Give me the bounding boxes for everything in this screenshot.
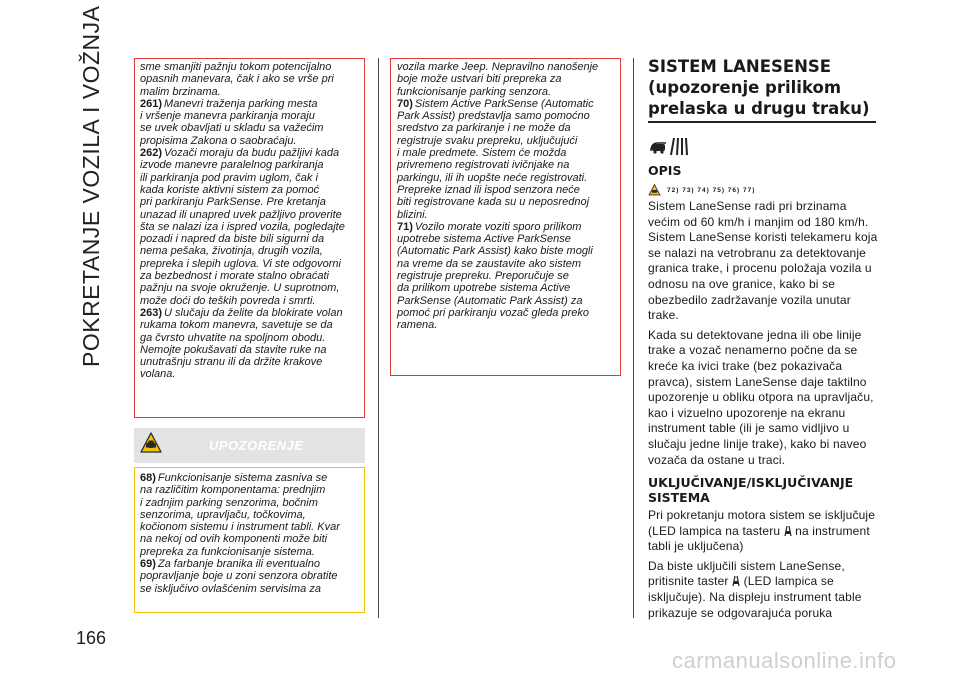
note-line: registruje prepreku. Preporučuje se — [397, 270, 569, 283]
note-line: pomoć pri parkiranju vozač gleda preko — [397, 306, 589, 319]
note-line: kada koriste aktivni sistem za pomoć — [140, 183, 320, 196]
note-line: funkcionisanje parking senzora. — [397, 85, 552, 98]
note-line: i vršenje manevra parkiranja moraju — [140, 110, 315, 123]
toggle-text-2b: (LED lampica se isključuje). Na displeju instrument table prikazuje se odgovarajuća poruka — [648, 574, 862, 620]
note-line: izvode manevre paralelnog parkiranja — [140, 159, 324, 172]
notes-list — [397, 61, 616, 332]
note-number: 68) — [140, 472, 156, 484]
warning-notes-list — [140, 472, 360, 595]
note-line: registruje svaku prepreku, uključujući — [397, 134, 578, 147]
column-divider-2 — [633, 58, 634, 618]
note-number: 69) — [140, 558, 156, 571]
toggle-text-2a: Da biste uključili sistem LaneSense, pritisnite taster — [648, 558, 845, 589]
warning-references: 72) 73) 74) 75) 76) 77) — [667, 186, 756, 194]
notes-box-middle — [390, 58, 621, 376]
chapter-title: POKRETANJE VOZILA I VOŽNJA — [78, 5, 104, 367]
description-paragraphs — [648, 199, 878, 468]
note-line: blizini. — [397, 208, 428, 221]
note-item — [140, 61, 360, 98]
section-heading-line: (upozorenje prilikom — [648, 78, 842, 97]
note-line: biti registrovane kada su u neposrednoj — [397, 196, 590, 209]
note-line: pažnju na svoje okruženje. U suprotnom, — [140, 282, 340, 295]
lanesense-button-icon — [732, 575, 740, 587]
note-item — [397, 221, 616, 332]
note-item — [397, 98, 616, 221]
toggle-paragraph-1 — [648, 508, 878, 555]
note-line: unutrašnju stranu ili da držite krakove — [140, 356, 323, 369]
lanesense-button-icon — [784, 525, 792, 537]
warning-bar — [134, 428, 365, 463]
note-line: ili parkiranja pod pravim uglom, čak i — [140, 171, 318, 184]
note-line: unazad ili unapred uvek pažljivo proverite — [140, 208, 342, 221]
note-line: ga čvrsto uhvatite na spoljnom obodu. — [140, 331, 326, 344]
toggle-heading-line: UKLJUČIVANJE/ISKLJUČIVANJE — [648, 475, 854, 491]
note-line: se isključivo ovlašćenim servisima za — [140, 582, 321, 595]
note-number: 261) — [140, 97, 163, 110]
warning-triangle-icon — [140, 432, 162, 454]
note-line: boje može ustvari biti prepreka za — [397, 73, 562, 86]
note-number: 71) — [397, 220, 413, 233]
note-line: pri parkiranju ParkSense. Pre kretanja — [140, 196, 326, 209]
note-line: Nemojte pokušavati da stavite ruke na — [140, 343, 327, 356]
note-item — [140, 558, 360, 595]
note-line: popravljanje boje u zoni senzora obratite — [140, 570, 338, 583]
toggle-heading-line: SISTEMA — [648, 490, 710, 506]
note-line: volana. — [140, 368, 176, 381]
note-number: 70) — [397, 97, 413, 110]
note-line: za bezbednost i morate stalno obraćati — [140, 270, 329, 283]
note-line: Prepreke iznad ili ispod senzora neće — [397, 183, 580, 196]
note-line: da prilikom upotrebe sistema Active — [397, 282, 571, 295]
note-line: se uvek obavljati u skladu sa važećim — [140, 122, 324, 135]
references-row — [648, 184, 878, 196]
note-number: 262) — [140, 147, 163, 160]
note-line: Vozilo morate voziti sporo prilikom — [414, 220, 582, 233]
note-line: na vreme da se zaustavite ako sistem — [397, 257, 582, 270]
column-divider-1 — [378, 58, 379, 618]
warning-box — [134, 467, 365, 613]
note-line: (Automatic Park Assist) kako biste mogli — [397, 245, 593, 258]
note-line: Funkcionisanje sistema zasniva se — [157, 472, 328, 484]
note-line: i male predmete. Sistem će možda — [397, 147, 567, 160]
note-line: propisima Zakona o saobraćaju. — [140, 134, 297, 147]
note-line: može doći do teških povreda i smrti. — [140, 294, 316, 307]
notes-box-left — [134, 58, 365, 418]
note-line: ramena. — [397, 319, 438, 332]
note-line: sme smanjiti pažnju tokom potencijalno — [140, 61, 332, 73]
description-paragraph: Kada su detektovane jedna ili obe linije trake a vozač nenamerno počne da se kreće ka ivici trake (bez pokazivača pravca), sistem LaneSense daje taktilno upozorenje u obliku otpora na upravljaču, kao i vizuelno upozorenje na ekranu instrument table (ili je samo vidljivo u slučaju jedne linije trake), kako bi naveo vozača da ostane u traci. — [648, 327, 874, 467]
note-line: i zadnjim parking senzorima, bočnim — [140, 496, 318, 509]
note-line: Za farbanje branika ili eventualno — [157, 558, 320, 571]
note-line: sredstvo za parkiranje i ne može da — [397, 122, 571, 135]
note-line: upotrebe sistema Active ParkSense — [397, 233, 571, 246]
note-line: šta se nalazi iza i ispred vozila, pogledajte — [140, 220, 345, 233]
note-line: pozadi i napred da biste bili sigurni da — [140, 233, 325, 246]
note-item — [140, 307, 360, 381]
note-line: na nekoj od ovih komponenti može biti — [140, 533, 328, 546]
section-heading — [648, 56, 878, 119]
note-line: senzorima, upravljaču, točkovima, — [140, 508, 306, 521]
note-line: Sistem Active ParkSense (Automatic — [414, 97, 594, 110]
note-line: Park Assist) predstavlja samo pomoćno — [397, 110, 590, 123]
watermark: carmanualsonline.info — [672, 648, 897, 673]
section-heading-line: SISTEM LANESENSE — [648, 57, 832, 76]
note-item — [140, 472, 360, 558]
notes-list — [140, 61, 360, 381]
note-line: Manevri traženja parking mesta — [164, 97, 318, 110]
warning-triangle-icon — [648, 184, 661, 196]
note-line: prepreka i slepih uglova. Vi ste odgovorni — [140, 257, 341, 270]
lanesense-icon — [648, 135, 692, 157]
note-item — [397, 61, 616, 98]
page-number: 166 — [76, 628, 107, 648]
section-heading-line: prelaska u drugu traku) — [648, 99, 870, 118]
note-line: prepreka za funkcionisanje sistema. — [140, 545, 315, 558]
note-line: parkingu, ili ih uopšte neće registrovati. — [397, 171, 588, 184]
toggle-text-1b: na instrument tabli je uključena) — [648, 523, 870, 554]
note-item — [140, 98, 360, 147]
note-line: na različitim komponentama: prednjim — [140, 484, 326, 497]
toggle-paragraph-2 — [648, 559, 878, 621]
warning-label: UPOZORENJE — [209, 438, 304, 453]
note-line: opasnih manevara, čak i ako se vrše pri — [140, 73, 334, 86]
note-line: malim brzinama. — [140, 85, 221, 98]
note-line: nema pešaka, životinja, drugih vozila, — [140, 245, 323, 258]
note-number: 263) — [140, 306, 163, 319]
description-paragraph: Sistem LaneSense radi pri brzinama većim od 60 km/h i manjim od 180 km/h. Sistem LaneSense koristi telekameru koja se nalazi na vetrobranu za detektovanje granica trake, i procenu položaja vozila u odnosu na ove granice, kako bi se obezbedilo zadržavanje vozila unutar trake. — [648, 199, 878, 323]
note-line: Vozači moraju da budu pažljivi kada — [164, 147, 340, 160]
note-line: vozila marke Jeep. Nepravilno nanošenje — [397, 61, 599, 73]
toggle-text-1a: Pri pokretanju motora sistem se isključuje (LED lampica na tasteru — [648, 508, 876, 538]
note-line: privremeno registrovati ivičnjake na — [397, 159, 570, 172]
lanesense-section — [648, 56, 878, 625]
opis-heading: OPIS — [648, 163, 682, 178]
note-line: kočionom sistemu i instrument tabli. Kvar — [140, 521, 340, 534]
toggle-heading — [648, 475, 878, 505]
note-line: U slučaju da želite da blokirate volan — [164, 306, 343, 319]
heading-underline — [648, 121, 876, 123]
note-item — [140, 147, 360, 307]
note-line: ParkSense (Automatic Park Assist) za — [397, 294, 583, 307]
note-line: rukama tokom manevra, savetuje se da — [140, 319, 333, 332]
